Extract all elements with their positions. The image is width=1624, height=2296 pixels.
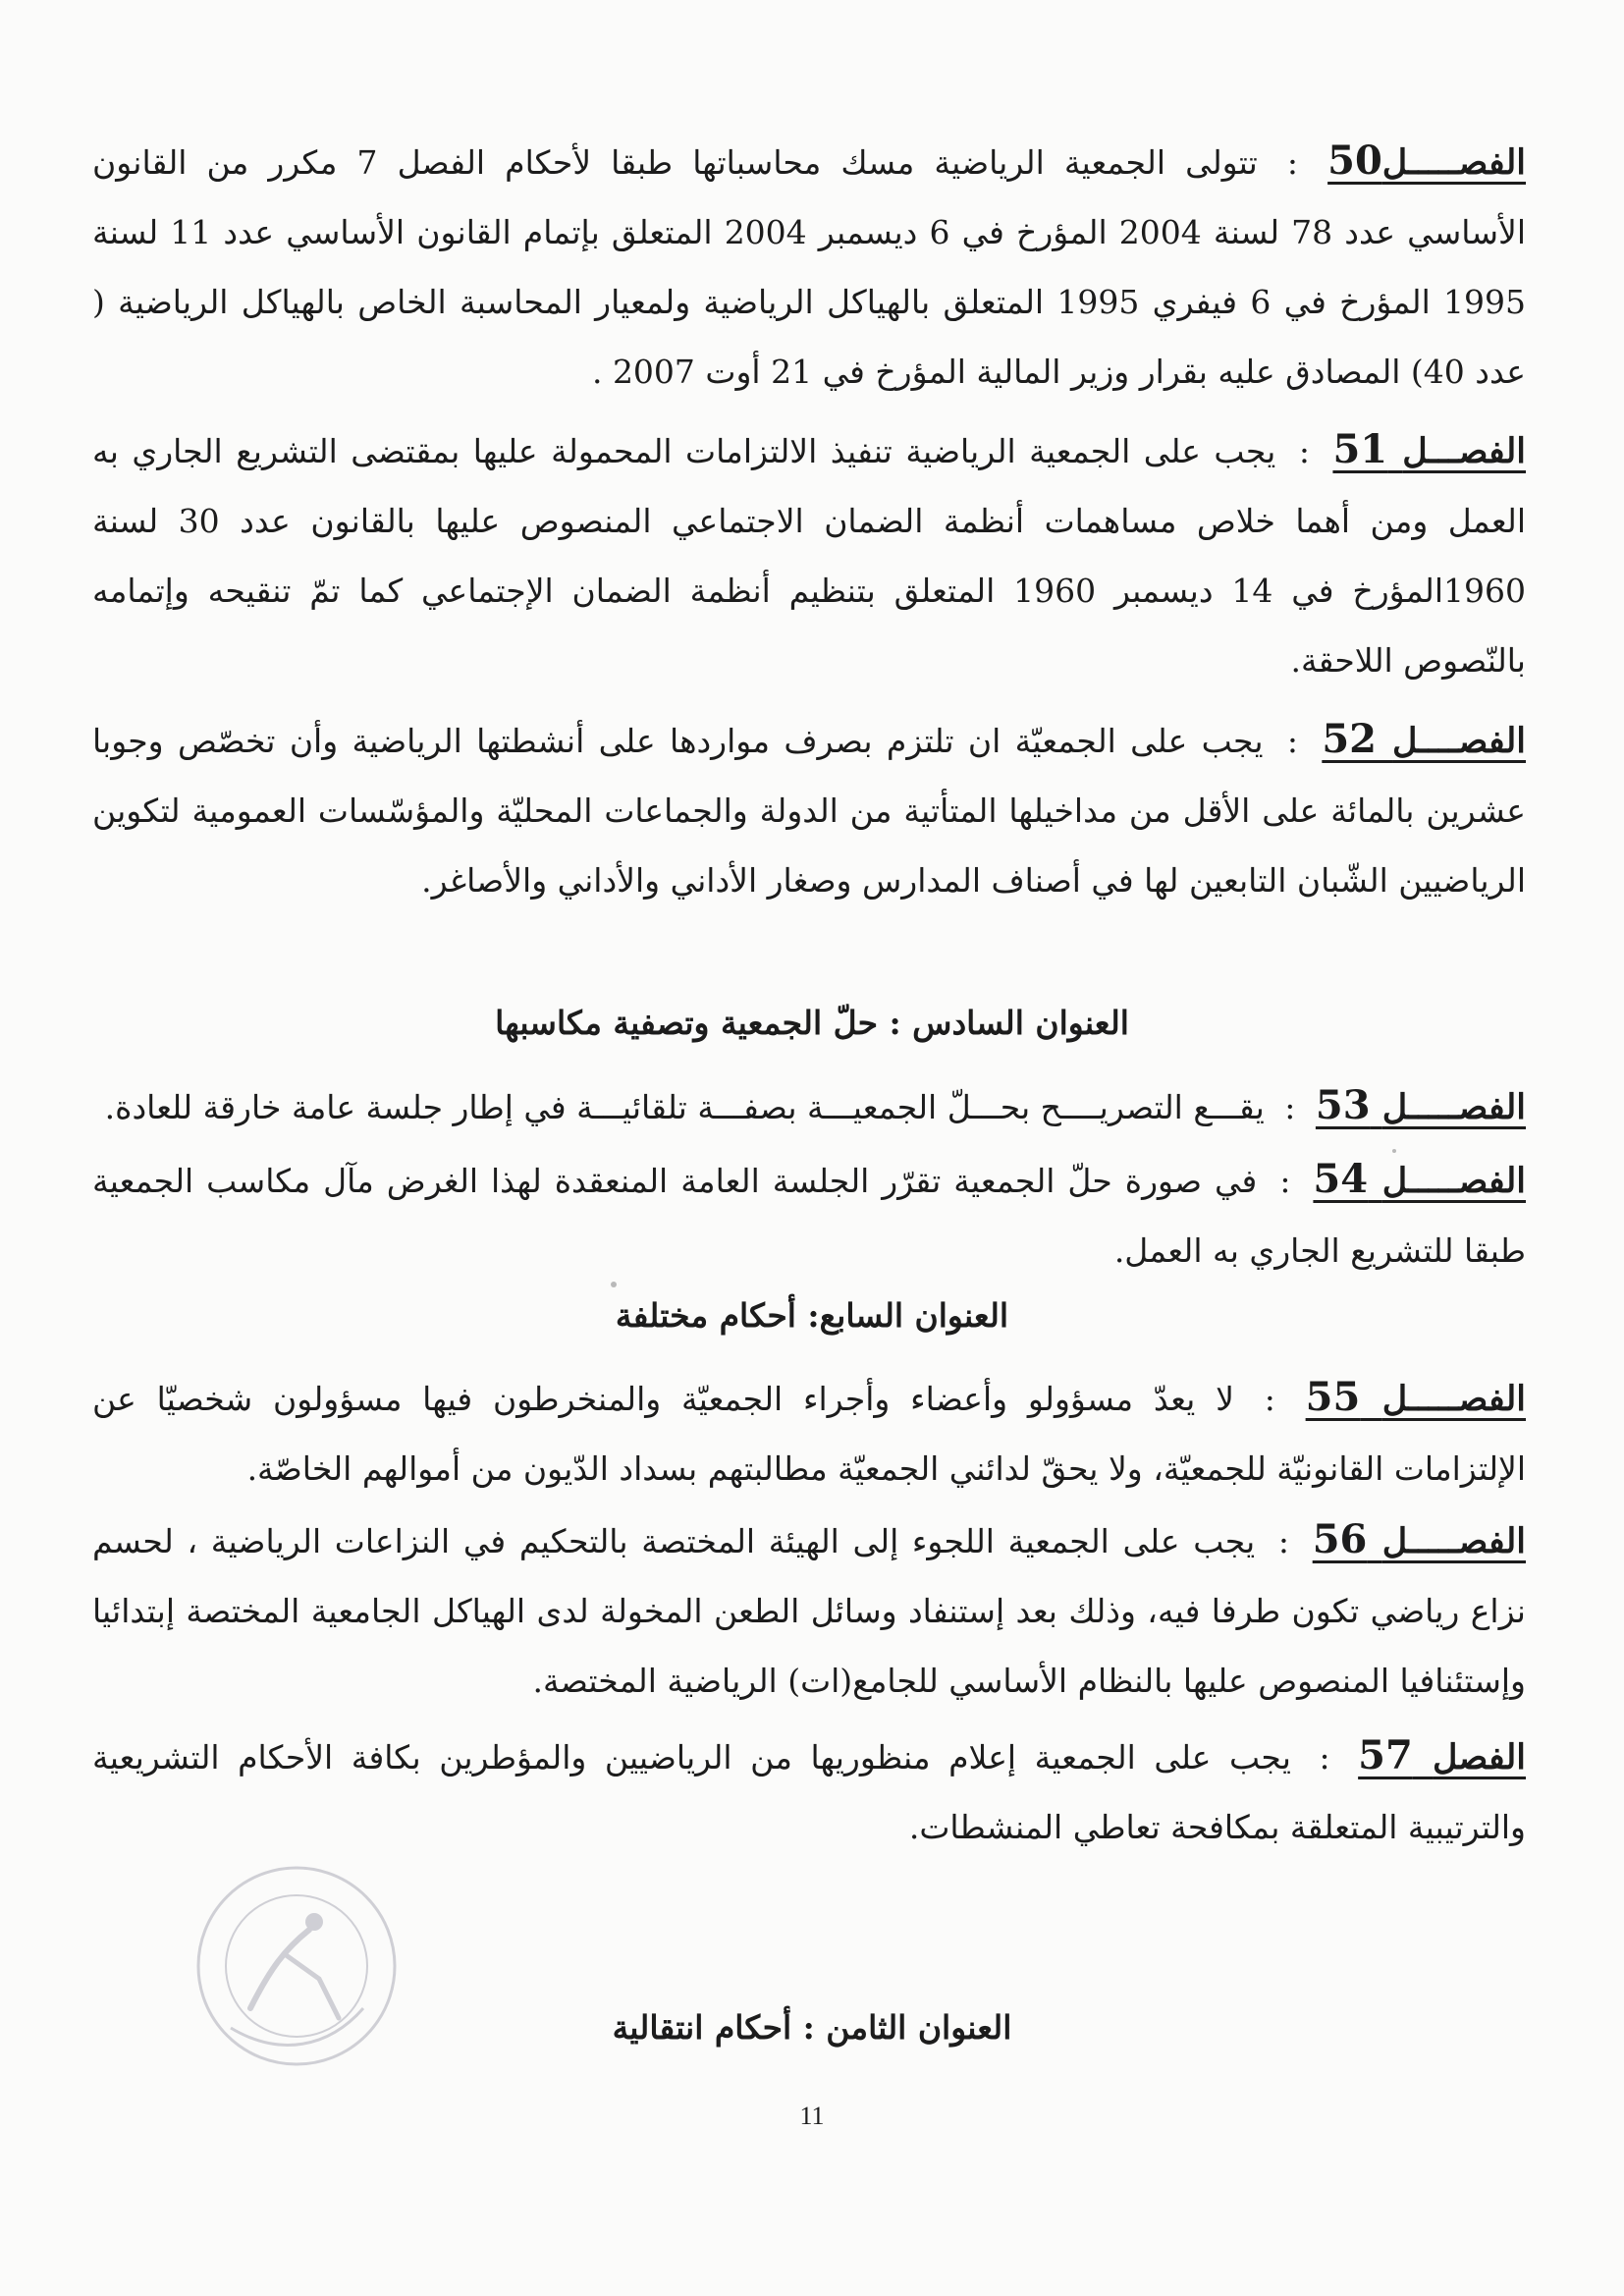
article-50-text: تتولى الجمعية الرياضية مسك محاسباتها طبقا لأحكام الفصل 7 مكرر من القانون الأساسي عدد 78 لسنة 2004 المؤرخ في 6 ديسمبر 2004 المتعلق بإتمام القانون الأساسي عدد 11 لسنة 1995 المؤرخ في 6 فيفري 1995 المتعلق بالهياكل الرياضية ولمعيار المحاسبة الخاص بالهياكل الرياضية ( عدد 40) المصادق عليه بقرار وزير المالية المؤرخ في 21 أوت 2007 . [92,143,1527,391]
heading-title-seven: العنوان السابع: أحكام مختلفة [615,1296,1009,1335]
article-51: الفصـــل 51 : يجب على الجمعية الرياضية تنفيذ الالتزامات المحمولة عليها بمقتضى التشريع الجاري به العمل ومن أهما خلاص مساهمات أنظمة الضمان الاجتماعي المنصوص عليها بالقانون عدد 30 لسنة 1960المؤرخ في 14 ديسمبر 1960 المتعلق بتنظيم أنظمة الضمان الإجتماعي كما تمّ تنقيحه وإتمامه بالنّصوص اللاحقة. [92,426,1527,680]
article-53-text: يقـــع التصريــــح بحـــلّ الجمعيـــة بصفـــة تلقائيـــة في إطار جلسة عامة خارقة للعادة. [104,1088,1265,1126]
article-51-text: يجب على الجمعية الرياضية تنفيذ الالتزامات المحمولة عليها بمقتضى التشريع الجاري به العمل ومن أهما خلاص مساهمات أنظمة الضمان الاجتماعي المنصوص عليها بالقانون عدد 30 لسنة 1960المؤرخ في 14 ديسمبر 1960 المتعلق بتنظيم أنظمة الضمان الإجتماعي كما تمّ تنقيحه وإتمامه بالنّصوص اللاحقة. [92,432,1526,680]
article-55-label: الفصـــــل 55 [1305,1374,1527,1420]
article-54: الفصـــــل 54 : في صورة حلّ الجمعية تقرّر الجلسة العامة المنعقدة لهذا الغرض مآل مكاسب الجمعية طبقا للتشريع الجاري به العمل. [92,1156,1526,1270]
article-56-text: يجب على الجمعية اللجوء إلى الهيئة المختصة بالتحكيم في النزاعات الرياضية ، لحسم نزاع رياضي تكون طرفا فيه، وذلك بعد إستنفاد وسائل الطعن المخولة لدى الهياكل الجامعية المختصة إبتدائيا وإستئنافيا المنصوص عليها بالنظام الأساسي للجامع(ات) الرياضية المختصة. [92,1522,1526,1700]
article-53: الفصـــــل 53 : يقـــع التصريــــح بحـــلّ الجمعيـــة بصفـــة تلقائيـــة في إطار جلسة عامة خارقة للعادة. [104,1082,1526,1128]
article-51-label: الفصـــل 51 [1332,426,1527,472]
article-54-label: الفصـــــل 54 [1313,1156,1526,1202]
article-57-label: الفصل 57 [1358,1732,1526,1778]
article-54-text: في صورة حلّ الجمعية تقرّر الجلسة العامة المنعقدة لهذا الغرض مآل مكاسب الجمعية طبقا للتشريع الجاري به العمل. [92,1162,1526,1270]
article-56-label: الفصـــــل 56 [1312,1516,1526,1562]
article-55-text: لا يعدّ مسؤولو وأعضاء وأجراء الجمعيّة والمنخرطون فيها مسؤولون شخصيّا عن الإلتزامات القانونيّة للجمعيّة، ولا يحقّ لدائني الجمعيّة مطالبتهم بسداد الدّيون من أموالهم الخاصّة. [92,1380,1526,1488]
article-56: الفصـــــل 56 : يجب على الجمعية اللجوء إلى الهيئة المختصة بالتحكيم في النزاعات الرياضية ، لحسم نزاع رياضي تكون طرفا فيه، وذلك بعد إستنفاد وسائل الطعن المخولة لدى الهياكل الجامعية المختصة إبتدائيا وإستئنافيا المنصوص عليها بالنظام الأساسي للجامع(ات) الرياضية المختصة. [92,1516,1526,1700]
article-57-text: يجب على الجمعية إعلام منظوريها من الرياضيين والمؤطرين بكافة الأحكام التشريعية والترتيبية المتعلقة بمكافحة تعاطي المنشطات. [92,1738,1526,1846]
article-53-label: الفصـــــل 53 [1315,1082,1526,1128]
article-52: الفصــــل 52 : يجب على الجمعيّة ان تلتزم بصرف مواردها على أنشطتها الرياضية وأن تخصّص وجوبا عشرين بالمائة على الأقل من مداخيلها المتأتية من الدولة والجماعات المحليّة والمؤسّسات العمومية لتكوين الرياضيين الشّبان التابعين لها في أصناف المدارس وصغار الأداني والأداني والأصاغر. [92,716,1526,900]
scan-speck [611,1282,617,1287]
article-50: الفصـــــل50 : تتولى الجمعية الرياضية مسك محاسباتها طبقا لأحكام الفصل 7 مكرر من القانون الأساسي عدد 78 لسنة 2004 المؤرخ في 6 ديسمبر 2004 المتعلق بإتمام القانون الأساسي عدد 11 لسنة 1995 المؤرخ في 6 فيفري 1995 المتعلق بالهياكل الرياضية ولمعيار المحاسبة الخاص بالهياكل الرياضية ( عدد 40) المصادق عليه بقرار وزير المالية المؤرخ في 21 أوت 2007 . [92,137,1527,391]
heading-title-eight: العنوان الثامن : أحكام انتقالية [612,2008,1012,2047]
article-50-label: الفصـــــل50 [1327,137,1527,184]
article-55: الفصـــــل 55 : لا يعدّ مسؤولو وأعضاء وأجراء الجمعيّة والمنخرطون فيها مسؤولون شخصيّا عن الإلتزامات القانونيّة للجمعيّة، ولا يحقّ لدائني الجمعيّة مطالبتهم بسداد الدّيون من أموالهم الخاصّة. [92,1374,1527,1488]
scan-speck [1392,1149,1396,1153]
article-52-text: يجب على الجمعيّة ان تلتزم بصرف مواردها على أنشطتها الرياضية وأن تخصّص وجوبا عشرين بالمائة على الأقل من مداخيلها المتأتية من الدولة والجماعات المحليّة والمؤسّسات العمومية لتكوين الرياضيين الشّبان التابعين لها في أصناف المدارس وصغار الأداني والأداني والأصاغر. [92,722,1526,900]
article-57: الفصل 57 : يجب على الجمعية إعلام منظوريها من الرياضيين والمؤطرين بكافة الأحكام التشريعية والترتيبية المتعلقة بمكافحة تعاطي المنشطات. [92,1732,1526,1846]
article-52-label: الفصــــل 52 [1322,716,1526,762]
page-number: 11 [799,2102,825,2130]
heading-title-six: العنوان السادس : حلّ الجمعية وتصفية مكاسبها [495,1004,1129,1042]
